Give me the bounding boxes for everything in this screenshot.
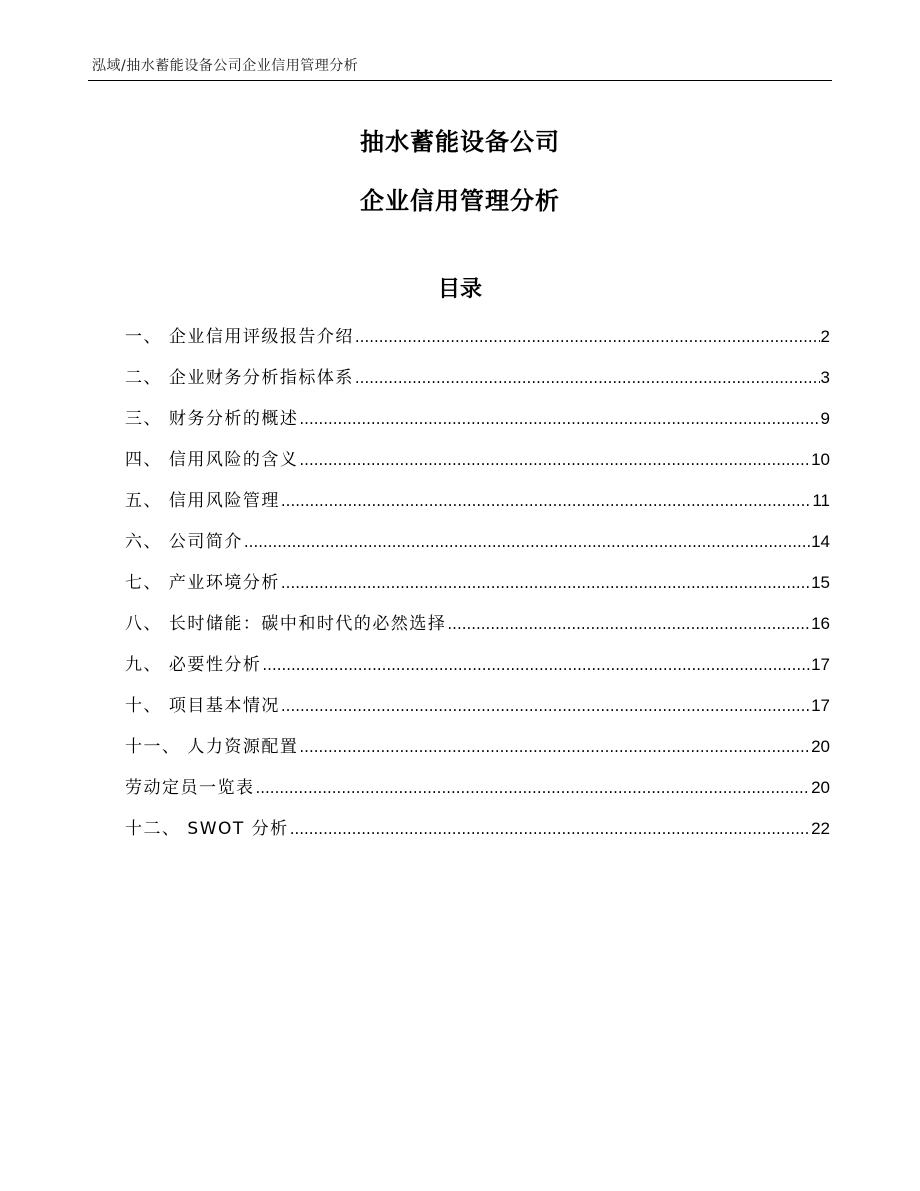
toc-entry[interactable] — [125, 528, 830, 569]
toc-dot-leader — [355, 364, 820, 392]
toc-dot-leader — [299, 405, 819, 433]
toc-entry-page: 15 — [811, 573, 830, 592]
toc-entry[interactable] — [125, 733, 830, 774]
toc-entry[interactable] — [125, 446, 830, 487]
toc-entry-page: 3 — [820, 368, 830, 387]
toc-entry[interactable] — [125, 364, 830, 405]
toc-dot-leader — [281, 692, 810, 720]
document-title-line-2: 企业信用管理分析 — [360, 187, 560, 215]
toc-dot-leader — [355, 323, 820, 351]
running-header: 泓域/抽水蓄能设备公司企业信用管理分析 — [92, 58, 359, 74]
toc-dot-leader — [262, 651, 810, 679]
toc-entry-page: 17 — [811, 655, 830, 674]
toc-entry-label: 十二、 SWOT 分析 — [125, 819, 289, 839]
toc-dot-leader — [256, 774, 811, 802]
toc-entry-label: 一、 企业信用评级报告介绍 — [125, 327, 354, 347]
toc-entry-label: 七、 产业环境分析 — [125, 573, 280, 593]
toc-entry-page: 17 — [811, 696, 830, 715]
toc-entry-page: 10 — [811, 450, 830, 469]
toc-entry[interactable] — [125, 569, 830, 610]
toc-entry[interactable] — [125, 692, 830, 733]
toc-entry-label: 六、 公司简介 — [125, 532, 243, 552]
toc-entry[interactable] — [125, 815, 830, 856]
toc-entry-page: 2 — [820, 327, 830, 346]
toc-entry-label: 三、 财务分析的概述 — [125, 409, 299, 429]
toc-entry-label: 八、 长时储能：碳中和时代的必然选择 — [125, 614, 447, 634]
toc-dot-leader — [299, 733, 810, 761]
toc-entry-label: 劳动定员一览表 — [125, 778, 255, 798]
toc-entry[interactable] — [125, 774, 830, 815]
toc-dot-leader — [281, 569, 810, 597]
toc-entry-page: 14 — [811, 532, 830, 551]
toc-entry-page: 22 — [811, 819, 830, 838]
table-of-contents — [125, 323, 830, 856]
toc-entry-page: 16 — [811, 614, 830, 633]
toc-entry-label: 九、 必要性分析 — [125, 655, 262, 675]
toc-dot-leader — [281, 487, 811, 515]
toc-dot-leader — [290, 815, 810, 843]
toc-entry-page: 9 — [820, 409, 830, 428]
toc-entry[interactable] — [125, 610, 830, 651]
toc-entry-page: 20 — [811, 737, 830, 756]
toc-dot-leader — [447, 610, 810, 638]
document-title-line-1: 抽水蓄能设备公司 — [360, 128, 560, 156]
toc-entry[interactable] — [125, 651, 830, 692]
toc-entry-label: 二、 企业财务分析指标体系 — [125, 368, 354, 388]
toc-entry-page: 11 — [812, 491, 830, 510]
toc-entry-page: 20 — [811, 778, 830, 797]
toc-dot-leader — [299, 446, 810, 474]
header-divider — [88, 80, 832, 81]
toc-entry-label: 十一、 人力资源配置 — [125, 737, 299, 757]
toc-heading: 目录 — [437, 277, 482, 302]
toc-entry[interactable] — [125, 405, 830, 446]
toc-entry-label: 十、 项目基本情况 — [125, 696, 280, 716]
toc-entry[interactable] — [125, 323, 830, 364]
toc-entry-label: 四、 信用风险的含义 — [125, 450, 299, 470]
toc-entry[interactable] — [125, 487, 830, 528]
toc-entry-label: 五、 信用风险管理 — [125, 491, 280, 511]
toc-dot-leader — [244, 528, 810, 556]
